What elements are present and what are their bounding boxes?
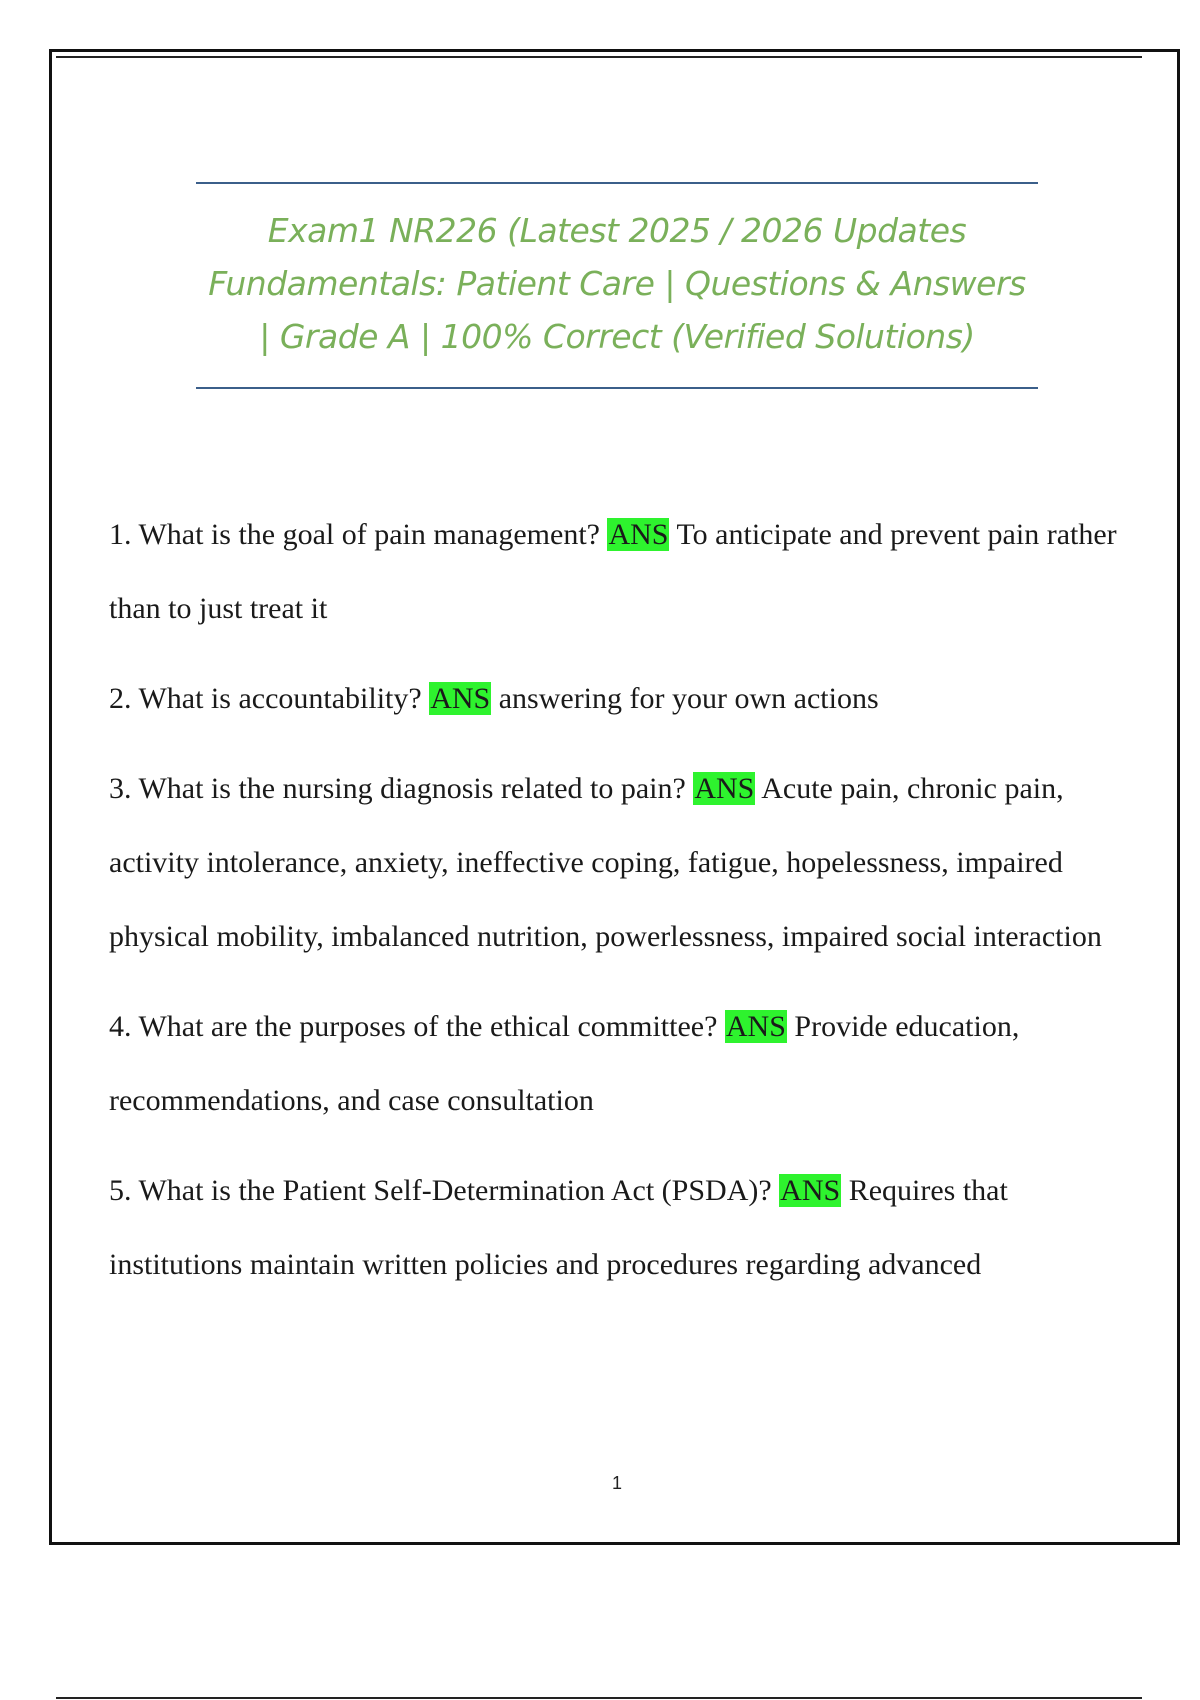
- qa-item-4: [109, 990, 1129, 1138]
- top-rule: [56, 56, 1142, 58]
- answer-text: Requires that institutions maintain written policies and procedures regarding advanced: [109, 1174, 1008, 1281]
- question-answer-list: [109, 498, 1129, 1318]
- page-number: 1: [611, 1473, 622, 1493]
- answer-marker: ANS: [694, 772, 755, 805]
- question-text: What is accountability?: [138, 682, 422, 715]
- question-number: 1.: [109, 518, 132, 551]
- question-text: What is the Patient Self-Determination Act (PSDA)?: [138, 1174, 772, 1207]
- title-line-3: | Grade A | 100% Correct (Verified Solutions): [259, 317, 975, 356]
- answer-text: To anticipate and prevent pain rather than to just treat it: [109, 518, 1117, 625]
- qa-item-1: [109, 498, 1129, 646]
- qa-item-5: [109, 1154, 1129, 1302]
- answer-text: Acute pain, chronic pain, activity intolerance, anxiety, ineffective coping, fatigue, hopelessness, impaired physical mobility, imbalanced nutrition, powerlessness, impaired social interaction: [109, 772, 1102, 953]
- question-text: What is the nursing diagnosis related to pain?: [138, 772, 686, 805]
- answer-marker: ANS: [780, 1174, 841, 1207]
- next-page-top-rule: [56, 1697, 1142, 1699]
- question-number: 4.: [109, 1010, 132, 1043]
- answer-text: Provide education, recommendations, and case consultation: [109, 1010, 1020, 1117]
- answer-marker: ANS: [430, 682, 491, 715]
- question-text: What is the goal of pain management?: [138, 518, 600, 551]
- title-line-2: Fundamentals: Patient Care | Questions & Answers: [208, 264, 1026, 303]
- title-line-1: Exam1 NR226 (Latest 2025 / 2026 Updates: [267, 211, 967, 250]
- answer-marker: ANS: [608, 518, 669, 551]
- answer-text: answering for your own actions: [498, 682, 879, 715]
- question-text: What are the purposes of the ethical committee?: [138, 1010, 718, 1043]
- question-number: 3.: [109, 772, 132, 805]
- answer-marker: ANS: [725, 1010, 786, 1043]
- question-number: 5.: [109, 1174, 132, 1207]
- qa-item-2: [109, 662, 1129, 736]
- question-number: 2.: [109, 682, 132, 715]
- document-title: [196, 182, 1038, 389]
- qa-item-3: [109, 752, 1129, 974]
